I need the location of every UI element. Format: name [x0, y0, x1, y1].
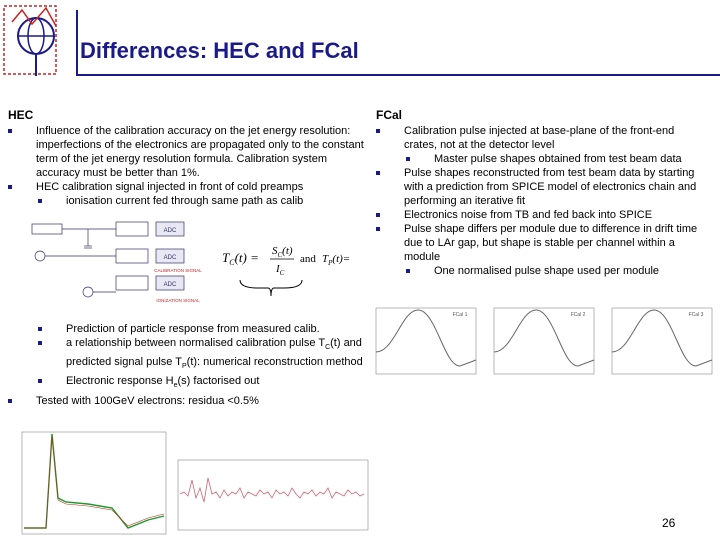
atlas-logo: [2, 2, 64, 80]
calibration-circuit-diagram: [28, 218, 218, 308]
hec-residua-plot: [174, 458, 372, 536]
adc-block-1: ADC: [163, 228, 177, 234]
fcal-bullet-injection: Calibration pulse injected at base-plane of the front-end crates, not at the detector level: [376, 124, 710, 152]
hec-heading: HEC: [8, 108, 34, 122]
fcal-subbullet-master: Master pulse shapes obtained from test beam data: [376, 152, 710, 166]
formula-and: and: [300, 253, 316, 265]
svg-text:IC: $I_C$: [276, 263, 285, 277]
fcal-heading: FCal: [376, 108, 403, 122]
page-number: 26: [662, 516, 676, 530]
hec-lower-column: [8, 322, 364, 408]
hec-subbullet-relationship: a relationship between normalised calibration pulse $T_C(t)$ and predicted signal pulse $T_P(t)$: numerical reconstruction method: [8, 336, 364, 374]
fcal1-plot: [376, 308, 476, 374]
hec-column: [8, 108, 364, 208]
fcal-pulse-plots: [364, 304, 718, 386]
title-divider-vertical: [76, 10, 78, 74]
hec-subbullet-ionisation: ionisation current fed through same path as calib: [8, 194, 364, 208]
slide-title: Differences: HEC and FCal: [80, 38, 359, 63]
hec-subbullet-electronic: Electronic response $H_e(s)$ factorised out: [8, 374, 364, 393]
svg-text:TP(t)=: $T_P(t)=$: [322, 253, 351, 267]
fcal-column: [376, 108, 710, 278]
calibration-signal-label: CALIBRATION SIGNAL: [154, 268, 202, 273]
adc-block-3: ADC: [163, 282, 177, 288]
hec-subbullet-prediction: Prediction of particle response from measured calib.: [8, 322, 364, 336]
fcal2-label: FCal 2: [570, 312, 586, 318]
adc-block-2: ADC: [163, 255, 177, 261]
title-divider-horizontal: [76, 74, 720, 76]
hec-response-plot: [8, 428, 170, 540]
bracket-connector: [238, 278, 304, 298]
fcal-bullet-noise: Electronics noise from TB and fed back into SPICE: [376, 208, 710, 222]
fcal-subbullet-normalised: One normalised pulse shape used per module: [376, 264, 710, 278]
fcal-bullet-reconstruction: Pulse shapes reconstructed from test beam data by starting with a prediction from SPICE model of electronics chain and performing an iterative fit: [376, 166, 710, 208]
ionization-signal-label: IONIZATION SIGNAL: [156, 298, 200, 303]
fcal1-label: FCal 1: [452, 312, 468, 318]
fcal2-plot: [494, 308, 594, 374]
pulse-ratio-formula: [220, 240, 370, 280]
fcal-bullet-shape: Pulse shape differs per module due to difference in drift time due to LAr gap, but shape is stable per channel within a module: [376, 222, 710, 264]
hec-bullet-calib-signal: HEC calibration signal injected in front of cold preamps: [8, 180, 364, 194]
fcal3-plot: [612, 308, 712, 374]
svg-text:TC(t) =: $T_C(t)$ =: [222, 250, 259, 267]
fcal3-label: FCal 3: [688, 312, 704, 318]
svg-text:SC(t): $S_C(t)$: [272, 245, 293, 259]
hec-bullet-tested: Tested with 100GeV electrons: residua <0.5%: [8, 394, 364, 408]
hec-bullet-influence: Influence of the calibration accuracy on the jet energy resolution: imperfections of the electronics are propagated only to the constant term of the jet energy resolution formula. Calibration system accuracy must be better than 1%.: [8, 124, 364, 180]
